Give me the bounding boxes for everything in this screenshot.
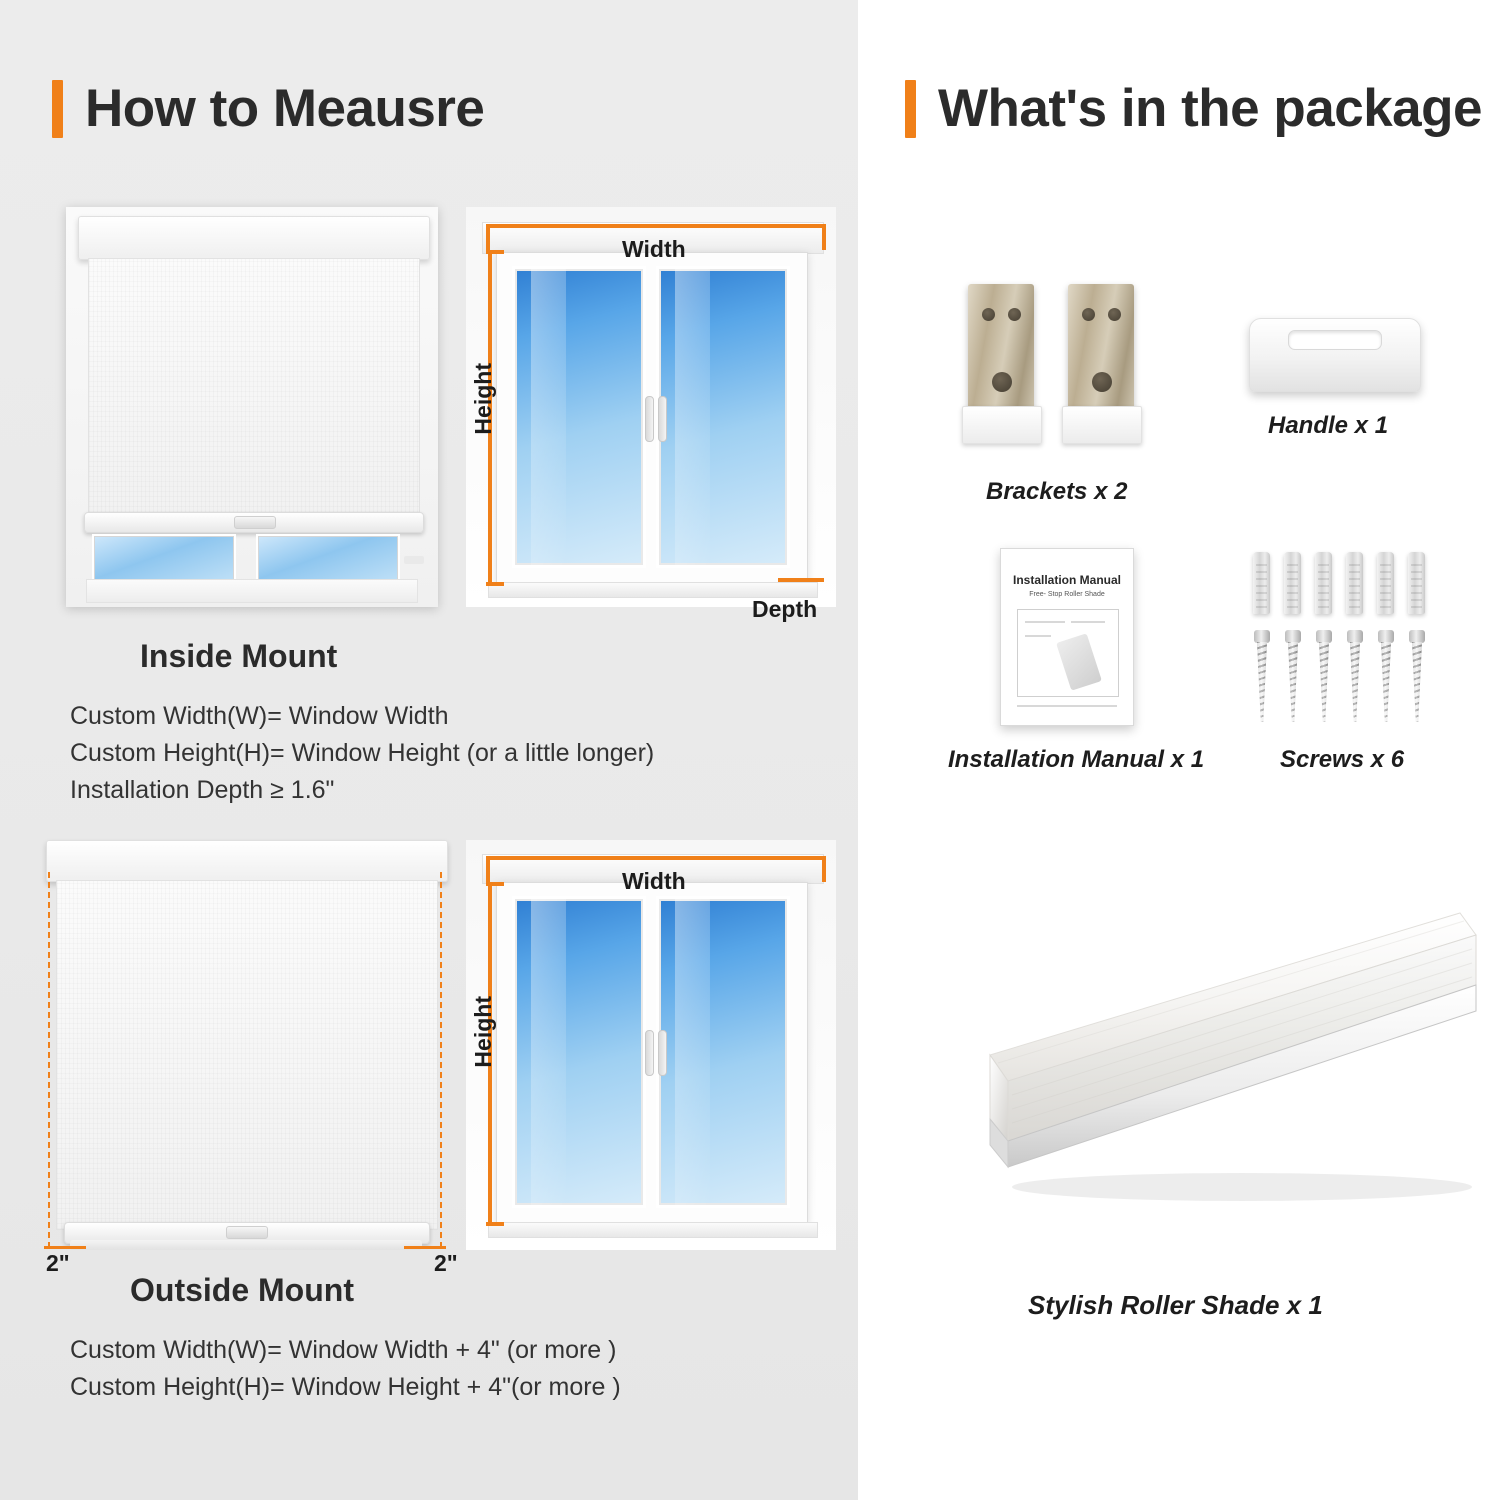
inside-width-tick-right [822, 224, 826, 250]
inside-measure-handle-right [658, 396, 667, 442]
outside-overhang-dash-left [48, 872, 50, 1248]
outside-shade-rail-shadow [70, 1240, 422, 1250]
outside-measure-pane-right [656, 896, 790, 1208]
screw-1-head [1254, 630, 1270, 643]
outside-height-label: Height [470, 996, 496, 1068]
outside-mount-lines [70, 1332, 621, 1406]
outside-measure-sill [488, 1222, 818, 1238]
accent-bar-left [52, 80, 63, 138]
screw-3 [1316, 630, 1332, 722]
inside-measure-pane-left [512, 266, 646, 568]
inside-mount-line-3: Installation Depth ≥ 1.6" [70, 776, 335, 804]
inside-sill [86, 579, 418, 603]
inside-glass-left [92, 534, 236, 583]
manual-title-text: Installation Manual [1012, 573, 1121, 587]
screw-1 [1254, 630, 1270, 722]
outside-measure-handle-left [645, 1030, 654, 1076]
inside-height-tick-top [486, 250, 504, 254]
inside-mount-title: Inside Mount [140, 638, 338, 674]
shade-headrail [78, 216, 430, 260]
right-panel-heading [905, 78, 1482, 139]
inside-mount-line-1: Custom Width(W)= Window Width [70, 702, 449, 730]
outside-shade-rail-grip [226, 1226, 268, 1239]
outside-shade-headrail [46, 840, 448, 882]
inside-measure-pane-right [656, 266, 790, 568]
right-heading-text: What's in the package [938, 79, 1483, 138]
outside-shade-fabric [56, 880, 438, 1230]
screw-3-head [1316, 630, 1332, 643]
screws-label: Screws x 6 [1280, 746, 1405, 773]
outside-width-tick-left [486, 856, 490, 882]
outside-measure-handle-right [658, 1030, 667, 1076]
screw-4-shaft [1350, 642, 1360, 722]
manual-diagram-line-2 [1071, 621, 1105, 623]
outside-width-label: Width [622, 868, 686, 894]
screw-4 [1347, 630, 1363, 722]
outside-mount-line-2: Custom Height(H)= Window Height + 4"(or more ) [70, 1373, 621, 1401]
screw-2-shaft [1288, 642, 1298, 722]
bracket-1-hole-b [1008, 308, 1021, 321]
inside-depth-label: Depth [752, 596, 818, 622]
screw-6-shaft [1412, 642, 1422, 722]
bracket-2-hole-c [1092, 372, 1112, 392]
inside-width-tick-left [486, 224, 490, 250]
manual-label: Installation Manual x 1 [948, 746, 1205, 773]
inside-depth-line [778, 578, 824, 582]
wall-anchor-3 [1315, 552, 1332, 614]
manual-diagram-line-1 [1025, 621, 1065, 623]
outside-mount-title: Outside Mount [130, 1272, 354, 1308]
package-item-roller-shade [952, 905, 1482, 1265]
bracket-1-hole-a [982, 308, 995, 321]
inside-width-line [486, 224, 826, 228]
outside-height-tick-top [486, 882, 504, 886]
roller-shade-svg [952, 905, 1482, 1265]
screw-3-shaft [1319, 642, 1329, 722]
bracket-2-plate [1062, 406, 1142, 444]
wall-anchor-5 [1377, 552, 1394, 614]
inside-height-label: Height [470, 363, 496, 435]
brackets-label: Brackets x 2 [986, 478, 1128, 505]
screw-5-shaft [1381, 642, 1391, 722]
manual-diagram-line-3 [1025, 635, 1051, 637]
bracket-2-hole-a [1082, 308, 1095, 321]
bracket-2-body [1068, 284, 1134, 412]
shade-rail-grip [234, 516, 276, 529]
handle-slot [1288, 330, 1382, 350]
accent-bar-right [905, 80, 916, 138]
outside-overhang-dash-right [440, 872, 442, 1248]
bracket-1-hole-c [992, 372, 1012, 392]
wall-anchor-2 [1284, 552, 1301, 614]
outside-height-tick-bottom [486, 1222, 504, 1226]
shade-fabric [88, 258, 420, 518]
screw-5-head [1378, 630, 1394, 643]
outside-measure-pane-left [512, 896, 646, 1208]
screw-5 [1378, 630, 1394, 722]
handle-label: Handle x 1 [1268, 412, 1389, 439]
inside-width-label: Width [622, 236, 686, 262]
inside-mount-lines [70, 698, 654, 809]
manual-cover [1000, 548, 1134, 726]
outside-overhang-label-left: 2" [46, 1250, 70, 1276]
inside-height-tick-bottom [486, 582, 504, 586]
outside-width-line [486, 856, 826, 860]
screw-6-head [1409, 630, 1425, 643]
screw-4-head [1347, 630, 1363, 643]
screw-2-head [1285, 630, 1301, 643]
inside-measure-handle-left [645, 396, 654, 442]
inside-window-handle [404, 556, 424, 564]
screw-2 [1285, 630, 1301, 722]
inside-mount-line-2: Custom Height(H)= Window Height (or a little longer) [70, 739, 655, 767]
outside-mount-line-1: Custom Width(W)= Window Width + 4" (or more ) [70, 1336, 617, 1364]
roller-shadow [1012, 1173, 1472, 1201]
left-panel-heading [52, 78, 484, 139]
screw-6 [1409, 630, 1425, 722]
bracket-1-body [968, 284, 1034, 412]
wall-anchor-1 [1253, 552, 1270, 614]
screw-1-shaft [1257, 642, 1267, 722]
outside-overhang-label-right: 2" [434, 1250, 458, 1276]
bracket-1-plate [962, 406, 1042, 444]
outside-overhang-line-left [44, 1246, 86, 1249]
bracket-2-hole-b [1108, 308, 1121, 321]
manual-footer-line [1017, 705, 1117, 707]
manual-subtitle-text: Free- Stop Roller Shade [1029, 591, 1105, 598]
roller-shade-label: Stylish Roller Shade x 1 [1028, 1290, 1323, 1320]
outside-width-tick-right [822, 856, 826, 882]
outside-overhang-line-right [404, 1246, 446, 1249]
wall-anchor-6 [1408, 552, 1425, 614]
wall-anchor-4 [1346, 552, 1363, 614]
inside-glass-right [256, 534, 400, 583]
left-heading-text: How to Meausre [85, 79, 485, 138]
